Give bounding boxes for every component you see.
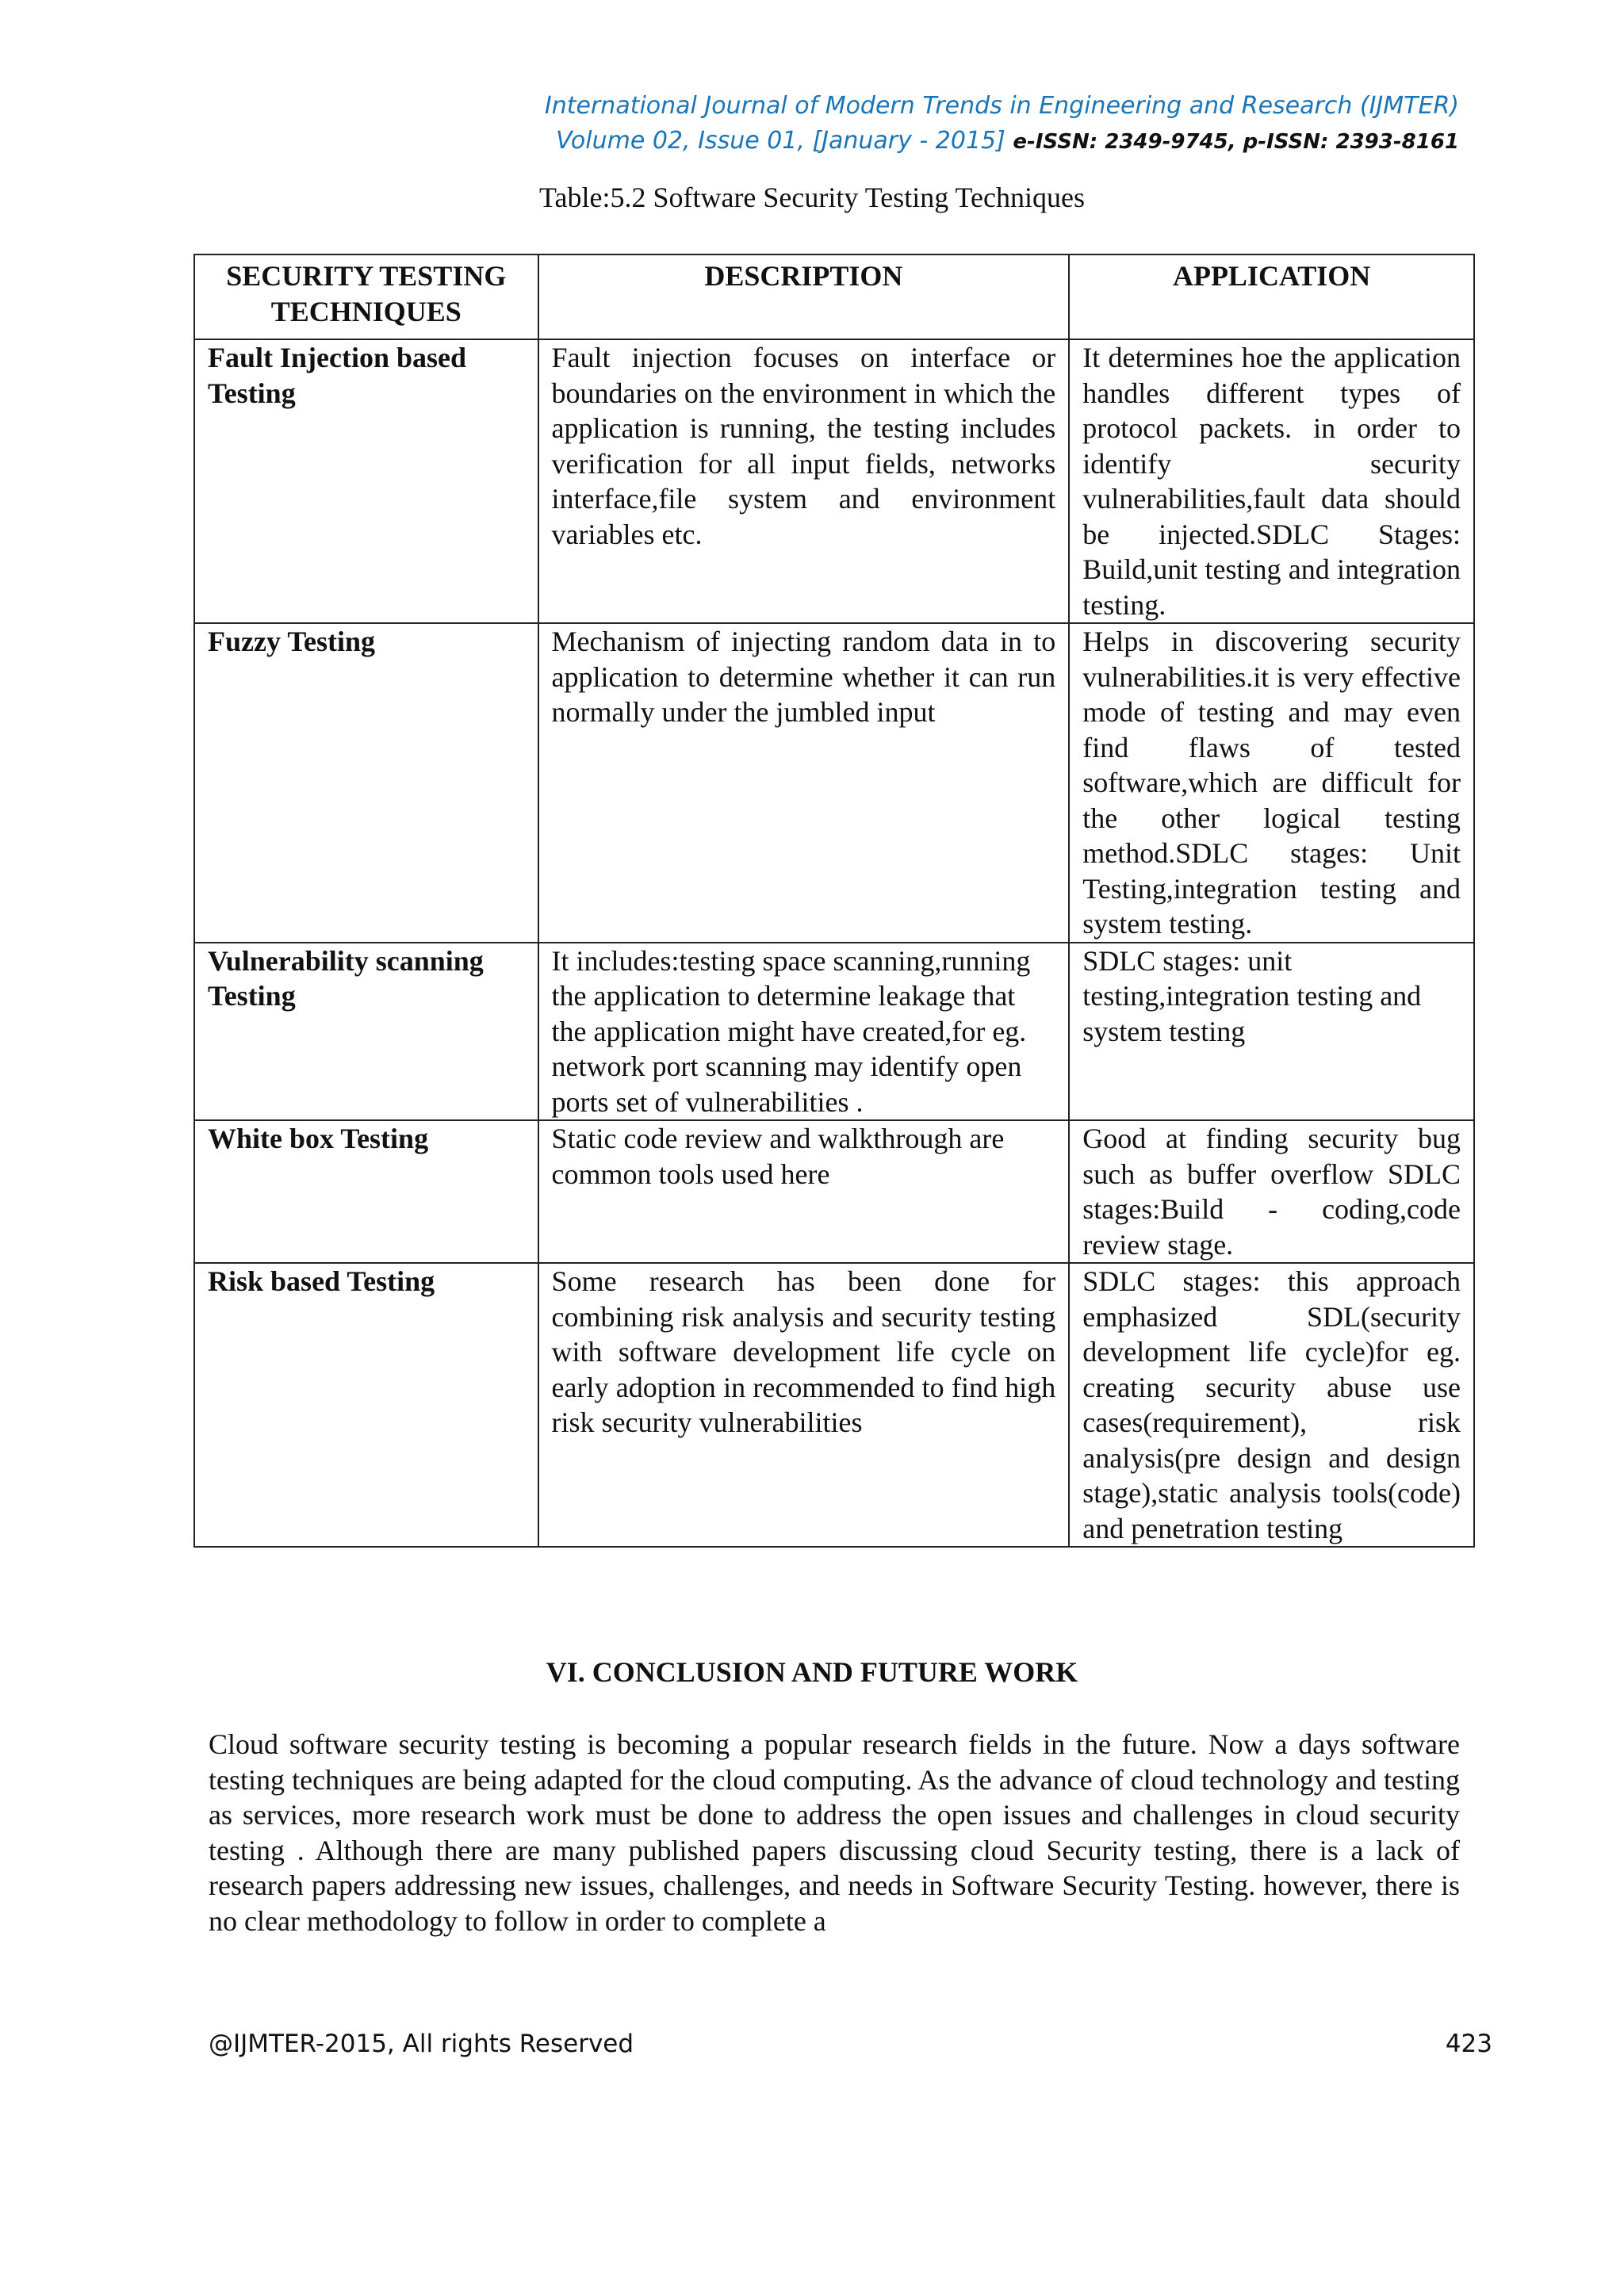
security-testing-table (193, 254, 1475, 1548)
table-row (194, 1120, 1474, 1263)
journal-issn: e-ISSN: 2349-9745, p-ISSN: 2393-8161 (1013, 130, 1459, 154)
table-row (194, 623, 1474, 943)
journal-volume-line (238, 124, 1459, 159)
journal-header (238, 89, 1459, 159)
application-cell: It determines hoe the application handles different types of protocol packets. in order to identify security vulnerabilities,fault data should be injected.SDLC Stages: Build,unit testing and integration testing. (1069, 339, 1474, 623)
technique-cell: White box Testing (194, 1120, 538, 1263)
description-cell: It includes:testing space scanning,running the application to determine leakage that the application might have created,for eg. network port scanning may identify open ports set of vulnerabilities . (538, 943, 1070, 1121)
table-header-row (194, 254, 1474, 339)
application-cell: Helps in discovering security vulnerabilities.it is very effective mode of testing and may even find flaws of tested software,which are difficult for the other logical testing method.SDLC stages: Unit Testing,integration testing and system testing. (1069, 623, 1474, 943)
description-cell: Some research has been done for combining risk analysis and security testing with software development life cycle on early adoption in recommended to find high risk security vulnerabilities (538, 1263, 1070, 1547)
description-cell: Fault injection focuses on interface or boundaries on the environment in which the application is running, the testing includes verification for all input fields, networks interface,file system and environment variables etc. (538, 339, 1070, 623)
technique-cell: Risk based Testing (194, 1263, 538, 1547)
conclusion-paragraph: Cloud software security testing is becoming a popular research fields in the future. Now a days software testing techniques are being adapted for the cloud computing. As the advance of cloud technology and testing as services, more research work must be done to address the open issues and challenges in cloud security testing . Although there are many published papers discussing cloud Security testing, there is a lack of research papers addressing new issues, challenges, and needs in Software Security Testing. however, there is no clear methodology to follow in order to complete a (209, 1728, 1460, 1937)
description-cell: Static code review and walkthrough are common tools used here (538, 1120, 1070, 1263)
technique-cell: Fuzzy Testing (194, 623, 538, 943)
journal-title: International Journal of Modern Trends in Engineering and Research (IJMTER) (544, 92, 1459, 120)
column-header-description: DESCRIPTION (538, 254, 1070, 339)
table-row (194, 1263, 1474, 1547)
table-row (194, 339, 1474, 623)
column-header-application: APPLICATION (1069, 254, 1474, 339)
page-number: 423 (1445, 2030, 1492, 2058)
section-heading: VI. CONCLUSION AND FUTURE WORK (546, 1656, 1078, 1688)
application-cell: SDLC stages: this approach emphasized SDL(security development life cycle)for eg. creating security abuse use cases(requirement), risk analysis(pre design and design stage),static analysis tools(code) and penetration testing (1069, 1263, 1474, 1547)
technique-cell: Fault Injection based Testing (194, 339, 538, 623)
journal-volume: Volume 02, Issue 01, [January - 2015] (556, 127, 1005, 155)
table-row (194, 943, 1474, 1121)
footer-copyright: @IJMTER-2015, All rights Reserved (209, 2030, 634, 2058)
application-cell: Good at finding security bug such as buffer overflow SDLC stages:Build - coding,code review stage. (1069, 1120, 1474, 1263)
description-cell: Mechanism of injecting random data in to application to determine whether it can run normally under the jumbled input (538, 623, 1070, 943)
technique-cell: Vulnerability scanning Testing (194, 943, 538, 1121)
table-caption: Table:5.2 Software Security Testing Techniques (539, 182, 1085, 213)
column-header-techniques: SECURITY TESTING TECHNIQUES (194, 254, 538, 339)
application-cell: SDLC stages: unit testing,integration testing and system testing (1069, 943, 1474, 1121)
